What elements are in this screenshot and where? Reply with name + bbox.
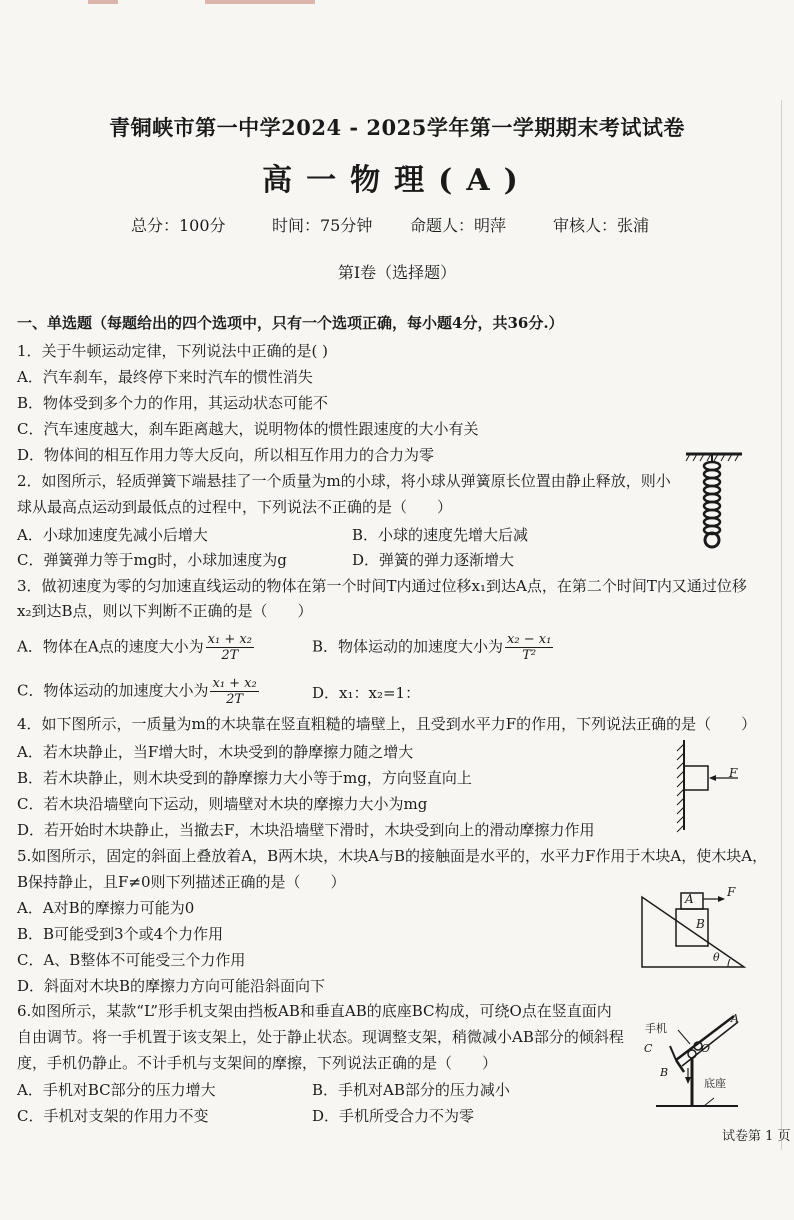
fraction-numerator: x₁ + x₂ [207, 632, 252, 647]
q3-option-a [17, 632, 254, 663]
reviewer: 审核人：张浦 [553, 216, 650, 235]
q4-figure-force-label: F [729, 766, 738, 780]
q3-option-c [17, 676, 259, 707]
q6-stem-line1: 6.如图所示，某款“L”形手机支架由挡板AB和垂直AB的底座BC构成，可绕O点在竖直面内 [17, 1002, 612, 1020]
fraction-denominator: 2T [221, 648, 239, 663]
q5-figure-angle: θ [713, 951, 720, 964]
q4-option-c: C．若木块沿墙壁向下运动，则墙壁对木块的摩擦力大小为mg [17, 795, 428, 813]
q4-stem: 4．如下图所示，一质量为m的木块靠在竖直粗糙的墙壁上，且受到水平力F的作用，下列说法正确的是（ ） [17, 715, 757, 733]
q4-option-a: A．若木块静止，当F增大时，木块受到的静摩擦力随之增大 [17, 743, 414, 761]
q5-option-b: B．B可能受到3个或4个力作用 [17, 925, 224, 943]
page-footer: 试卷第 1 页 [722, 1129, 791, 1144]
q3-option-d: D．x₁：x₂=1： [312, 684, 421, 702]
q2-option-b: B．小球的速度先增大后减 [352, 526, 529, 544]
exam-subtitle: 高一物理(A) [262, 163, 532, 198]
q1-option-b: B．物体受到多个力的作用，其运动状态可能不 [17, 394, 329, 412]
q2-option-c: C．弹簧弹力等于mg时，小球加速度为g [17, 551, 287, 569]
q5-figure-block-a: A [685, 892, 694, 906]
exam-title: 青铜峡市第一中学2024 - 2025学年第一学期期末考试试卷 [109, 115, 685, 140]
q6-option-c: C．手机对支架的作用力不变 [17, 1107, 209, 1125]
q6-option-a: A．手机对BC部分的压力增大 [17, 1081, 216, 1099]
q5-stem-line2: B保持静止，且F≠0则下列描述正确的是（ ） [17, 873, 346, 891]
wall-block-figure [672, 738, 752, 833]
q2-stem-line2: 球从最高点运动到最低点的过程中，下列说法不正确的是（ ） [17, 498, 453, 516]
q6-option-d: D．手机所受合力不为零 [312, 1107, 475, 1125]
q6-figure-base-label: 底座 [704, 1077, 726, 1090]
q6-stem-line2: 自由调节。将一手机置于该支架上，处于静止状态。现调整支架，稍微减小AB部分的倾斜程 [17, 1028, 624, 1046]
fraction-denominator: T² [522, 648, 537, 663]
q3-option-c-fraction [210, 676, 258, 707]
q6-figure-phone-label: 手机 [645, 1022, 667, 1035]
setter: 命题人：明萍 [410, 216, 507, 235]
q1-stem: 1．关于牛顿运动定律，下列说法中正确的是( ) [17, 342, 329, 360]
q5-option-a: A．A对B的摩擦力可能为0 [17, 899, 195, 917]
q6-figure-point-o: O [701, 1042, 711, 1055]
total-score: 总分：100分 [131, 216, 226, 235]
q3-option-b-label: B．物体运动的加速度大小为 [312, 637, 504, 656]
q3-stem-line1: 3．做初速度为零的匀加速直线运动的物体在第一个时间T内通过位移x₁到达A点，在第二个时间T内又通过位移 [17, 577, 747, 595]
q2-option-a: A．小球加速度先减小后增大 [17, 526, 208, 544]
q3-option-a-fraction [206, 632, 254, 663]
fraction-denominator: 2T [226, 692, 244, 707]
q3-option-c-label: C．物体运动的加速度大小为 [17, 681, 209, 700]
section-heading: 一、单选题（每题给出的四个选项中，只有一个选项正确，每小题4分，共36分.） [17, 314, 564, 332]
q3-option-b-fraction [505, 632, 553, 663]
q3-option-b [312, 632, 553, 663]
q5-figure-force: F [727, 885, 736, 899]
part-heading: 第Ⅰ卷（选择题） [337, 263, 457, 282]
fraction-numerator: x₂ − x₁ [507, 632, 552, 647]
scan-mark [88, 0, 118, 4]
q5-option-d: D．斜面对木块B的摩擦力方向可能沿斜面向下 [17, 977, 326, 995]
q2-option-d: D．弹簧的弹力逐渐增大 [352, 551, 515, 569]
fraction-numerator: x₁ + x₂ [212, 676, 257, 691]
page-edge [781, 100, 782, 1150]
q3-option-a-label: A．物体在A点的速度大小为 [17, 637, 204, 656]
q3-stem-line2: x₂到达B点，则以下判断不正确的是（ ） [17, 602, 313, 620]
q6-option-b: B．手机对AB部分的压力减小 [312, 1081, 510, 1099]
q1-option-d: D．物体间的相互作用力等大反向，所以相互作用力的合力为零 [17, 446, 435, 464]
exam-time: 时间：75分钟 [272, 216, 373, 235]
spring-figure [684, 450, 744, 552]
q4-option-d: D．若开始时木块静止，当撤去F，木块沿墙壁下滑时，木块受到向上的滑动摩擦力作用 [17, 821, 595, 839]
q5-option-c: C．A、B整体不可能受三个力作用 [17, 951, 246, 969]
q5-stem-line1: 5.如图所示，固定的斜面上叠放着A，B两木块，木块A与B的接触面是水平的，水平力F作用于木块A，使木块A， [17, 847, 768, 865]
q6-figure-point-b: B [660, 1066, 669, 1079]
q6-stem-line3: 度，手机仍静止。不计手机与支架间的摩擦，下列说法正确的是（ ） [17, 1054, 498, 1072]
q6-figure-point-c: C [644, 1042, 653, 1055]
q4-option-b: B．若木块静止，则木块受到的静摩擦力大小等于mg，方向竖直向上 [17, 769, 472, 787]
q5-figure-block-b: B [696, 917, 705, 931]
q1-option-a: A．汽车刹车，最终停下来时汽车的惯性消失 [17, 368, 313, 386]
q6-figure-point-a: A [731, 1012, 739, 1025]
q1-option-c: C．汽车速度越大，刹车距离越大，说明物体的惯性跟速度的大小有关 [17, 420, 479, 438]
q2-stem-line1: 2．如图所示，轻质弹簧下端悬挂了一个质量为m的小球，将小球从弹簧原长位置由静止释放，则小 [17, 472, 671, 490]
scan-mark [205, 0, 315, 4]
